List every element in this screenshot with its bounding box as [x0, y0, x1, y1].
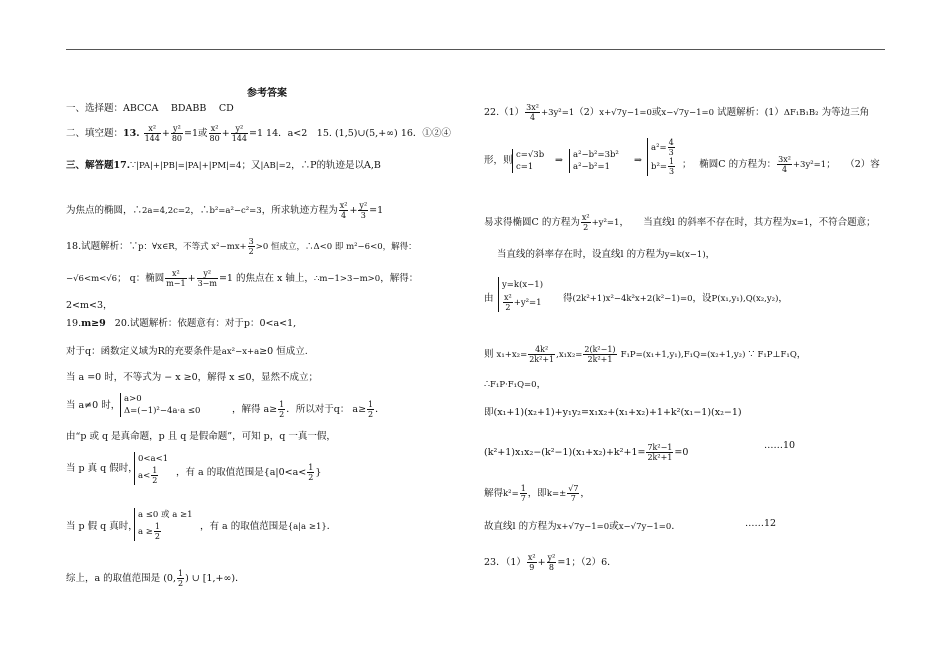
- fraction: $\frac{\text{x²}}{80}$: [209, 124, 220, 143]
- answer-line-20e-label: 当 p 真 q 假时，: [66, 463, 138, 474]
- answer-line-20a: 对于q：函数定义域为R的充要条件是ax²−x+a≥0 恒成立.: [66, 346, 308, 357]
- answer-line-19-20: 19.m≥9 20.试题解析：依题意有：对于p：0<a<1,: [66, 318, 297, 329]
- fraction: $\frac{\text{x²}}{4}$: [339, 201, 348, 220]
- page-title: 参考答案: [247, 88, 287, 99]
- answer-line-choice: 一、选择题：ABCCA BDABB CD: [66, 103, 234, 114]
- answer-line-20f: ，有 a 的取值范围是{a|a ≥1}．: [200, 521, 337, 532]
- answer-line-22j: 解得k²= $\frac{1}{7}$ ，即k=± $\frac{√7}{7}$ ，: [484, 484, 590, 503]
- fraction: $\frac{1}{2}$: [152, 466, 158, 485]
- answer-line-22i: (k²+1)x₁x₂−(k²−1)(x₁+x₂)+k²+1= $\frac{\text{7k²−1}}{\text{2k²+1}}$ =0: [484, 443, 689, 462]
- answer-line-23: 23．（1） $\frac{\text{x²}}{9}$ + $\frac{\text{y²}}{8}$ =1；（2）6．: [484, 553, 617, 572]
- score-mark-12: ……12: [745, 518, 777, 529]
- answer-line-20f-label: 当 p 假 q 真时，: [66, 521, 138, 532]
- fraction: $\frac{\text{x²}}{144}$: [144, 124, 160, 143]
- answer-line-22f: 则 x₁+x₂= $\frac{\text{4k²}}{\text{2k²+1}}$ ,x₁x₂= $\frac{\text{2(k²−1)}}{\text{2k²+1}}$ F₁P=(x₁+1,y₁),F₁Q=(x₂+1,y₂) ∵ F₁P⊥F₁Q，: [484, 345, 807, 364]
- fraction: $\frac{1}{2}$: [154, 522, 160, 541]
- answer-line-22e: 得(2k²+1)x²−4k²x+2(k²−1)=0，设P(x₁,y₁),Q(x₂,y₂)，: [563, 293, 788, 304]
- fraction: $\frac{1}{7}$: [520, 484, 526, 503]
- answer-line-22b-label: 形，则: [484, 155, 513, 166]
- fraction: $\frac{4}{3}$: [668, 138, 674, 157]
- system-brace: 0<a<1 a< $\frac{1}{2}$: [134, 452, 168, 485]
- answer-line-18c: 2<m<3，: [66, 300, 113, 311]
- fraction: $\frac{\text{x²}}{2}$: [581, 213, 590, 232]
- fraction: $\frac{1}{2}$: [279, 400, 285, 419]
- arrow: ⇒: [555, 155, 563, 166]
- answer-line-fill: 二、填空题：13. $\frac{\text{x²}}{144}$ + $\frac{\text{y²}}{80}$ =1或 $\frac{\text{x²}}{80}$ + $\frac{\text{y²}}{144}$ =1 14．a<2 15. (1,5)∪(5,+∞) 16．①②④: [66, 124, 451, 143]
- answer-line-20b: 当 a =0 时，不等式为 − x ≥0，解得 x ≤0，显然不成立；: [66, 372, 319, 383]
- score-mark-10: ……10: [764, 440, 796, 451]
- fraction: $\frac{\text{y²}}{144}$: [231, 124, 247, 143]
- fraction: $\frac{\text{7k²−1}}{\text{2k²+1}}$: [647, 443, 673, 462]
- fraction: $\frac{\text{4k²}}{\text{2k²+1}}$: [529, 345, 555, 364]
- fraction: $\frac{\text{2(k²−1)}}{\text{2k²+1}}$: [584, 345, 616, 364]
- fraction: $\frac{1}{2}$: [368, 400, 374, 419]
- system-brace: a ≤0 或 a ≥1 a ≥ $\frac{1}{2}$: [134, 508, 193, 541]
- fraction: $\frac{\text{3x²}}{4}$: [778, 155, 791, 174]
- label-13: 13.: [123, 128, 140, 139]
- answer-line-18: 18.试题解析：∵p：∀x∈R，不等式 x²−mx+ $\frac{3}{2}$ >0 恒成立，∴Δ<0 即 m²−6<0，解得：: [66, 237, 417, 256]
- fraction: $\frac{\text{3x²}}{4}$: [526, 103, 539, 122]
- answer-line-20g: 综上，a 的取值范围是 (0, $\frac{1}{2}$ ) ∪ [1,+∞)．: [66, 569, 245, 588]
- system-brace: a²−b²=3b² a²−b²=1: [569, 149, 619, 173]
- answer-line-22h: 即(x₁+1)(x₂+1)+y₁y₂=x₁x₂+(x₁+x₂)+1+k²(x₁−1)(x₂−1): [484, 407, 742, 418]
- fraction: $\frac{1}{2}$: [177, 569, 184, 588]
- answer-line-17: 三、解答题17.∵|PA|+|PB|=|PA|+|PM|=4；又|AB|=2，∴P的轨迹是以A,B: [66, 160, 381, 171]
- arrow: ⇒: [634, 155, 642, 166]
- fraction: $\frac{\text{y²}}{80}$: [171, 124, 183, 143]
- system-brace: c=√3b c=1: [512, 149, 544, 173]
- fraction: $\frac{\text{y²}}{3}$: [359, 201, 368, 220]
- fraction: $\frac{\text{y²}}{8}$: [547, 553, 556, 572]
- answer-line-22e-label: 由: [484, 293, 494, 304]
- answer-line-22k: 故直线l 的方程为x+√7y−1=0或x−√7y−1=0．: [484, 521, 681, 532]
- fraction: $\frac{3}{2}$: [248, 237, 254, 256]
- answer-line-20c-label: 当 a≠0 时，: [66, 400, 121, 411]
- answer-line-20d: 由“p 或 q 是真命题，p 且 q 是假命题”，可知 p，q 一真一假，: [66, 431, 336, 442]
- answer-line-22d: 当直线的斜率存在时，设直线l 的方程为y=k(x−1)，: [497, 249, 716, 260]
- fraction: $\frac{\text{x²}}{9}$: [527, 553, 536, 572]
- fraction: $\frac{\text{y²}}{3-m}$: [197, 269, 217, 288]
- fraction: $\frac{1}{2}$: [308, 463, 314, 482]
- system-brace: a²= $\frac{4}{3}$ b²= $\frac{1}{3}$: [647, 138, 676, 176]
- fraction: $\frac{\text{x²}}{m-1}$: [166, 269, 186, 288]
- fraction: $\frac{\text{x²}}{2}$: [504, 293, 512, 312]
- answer-line-20c: ，解得 a≥ $\frac{1}{2}$ ．所以对于q： a≥ $\frac{1}{2}$ ．: [232, 400, 385, 419]
- system-brace: y=k(x−1) $\frac{\text{x²}}{2}$ +y²=1: [498, 277, 543, 312]
- answer-line-22: 22.（1） $\frac{\text{3x²}}{4}$ +3y²=1（2）x+√7y−1=0或x−√7y−1=0 试题解析：(1）ΔF₁B₁B₂ 为等边三角: [484, 103, 870, 122]
- system-brace: a>0 Δ=(−1)²−4a·a ≤0: [120, 393, 200, 417]
- fraction: $\frac{1}{3}$: [668, 157, 675, 176]
- answer-line-17b: 为焦点的椭圆，∴2a=4,2c=2，∴b²=a²−c²=3，所求轨迹方程为 $\frac{\text{x²}}{4}$ + $\frac{\text{y²}}{3}$ =1: [66, 201, 384, 220]
- answer-line-22c: 易求得椭圆C 的方程为 $\frac{\text{x²}}{2}$ +y²=1， 当直线l 的斜率不存在时，其方程为x=1，不符合题意；: [484, 213, 876, 232]
- answer-line-22b: ； 椭圆C 的方程为： $\frac{\text{3x²}}{4}$ +3y²=1； （2）容: [682, 155, 880, 174]
- fraction: $\frac{√7}{7}$: [568, 484, 579, 503]
- answer-line-20e: ，有 a 的取值范围是{a|0<a< $\frac{1}{2}$ }: [176, 463, 322, 482]
- answer-line-22g: ∴F₁P·F₁Q=0，: [484, 379, 547, 390]
- answer-line-18b: −√6<m<√6； q：椭圆 $\frac{\text{x²}}{m-1}$ + $\frac{\text{y²}}{3-m}$ =1 的焦点在 x 轴上，∴m−1>3−m>0，解得：: [66, 269, 419, 288]
- header-rule: [66, 49, 885, 50]
- label-fill: 二、填空题：: [66, 128, 124, 139]
